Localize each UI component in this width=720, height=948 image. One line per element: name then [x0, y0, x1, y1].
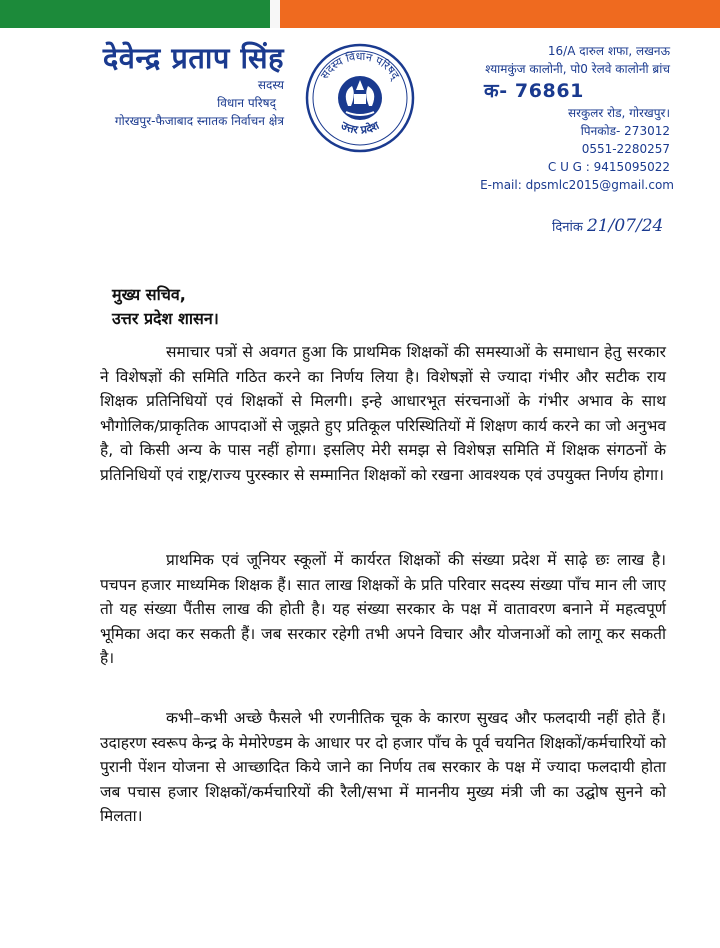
date-value: 21/07/24	[586, 216, 664, 236]
letterhead-left	[44, 40, 284, 130]
address-line-2: श्यामकुंज कालोनी, पो0 रेलवे कालोनी ब्रांच	[485, 62, 670, 76]
svg-text:उत्तर प्रदेश	[338, 118, 382, 136]
letter-date	[552, 216, 663, 236]
body-paragraph-2: प्राथमिक एवं जूनियर स्कूलों में कार्यरत शिक्षकों की संख्या प्रदेश में साढ़े छः लाख है। पचपन हजार माध्यमिक शिक्षक हैं। सात लाख शिक्षकों के प्रति परिवार सदस्य संख्या पाँच मान ली जाए तो यह संख्या पैंतीस लाख की होती है। यह संख्या सरकार के पक्ष में वातावरण बनाने में महत्वपूर्ण भूमिका अदा कर सकती हैं। जब सरकार रहेगी तभी अपने विचार और योजनाओं को लागू कर सकती है।	[100, 551, 666, 667]
seal-top-text: सदस्य विधान परिषद्	[318, 49, 402, 82]
address-line-1: 16/A दारुल शफा, लखनऊ	[547, 44, 670, 58]
phone-number: 0551-2280257	[581, 142, 670, 156]
sender-designation: सदस्य	[257, 78, 284, 92]
address-line-3: सरकुलर रोड, गोरखपुर।	[567, 106, 670, 120]
sender-council: विधान परिषद्	[217, 96, 276, 110]
pincode: पिनकोड- 273012	[580, 124, 670, 138]
sender-name: देवेन्द्र प्रताप सिंह	[102, 41, 284, 75]
reference-number: क- 76861	[484, 80, 584, 102]
body-paragraph-1: समाचार पत्रों से अवगत हुआ कि प्राथमिक शिक्षकों की समस्याओं के समाधान हेतु सरकार ने विशेषज्ञों की समिति गठित करने का निर्णय लिया है। विशेषज्ञों से ज्यादा गंभीर और सटीक राय शिक्षक प्रतिनिधियों एवं शिक्षकों से मिलगी। इन्हे आधारभूत संरचनाओं के गंभीर अभाव के साथ भौगोलिक/प्राकृतिक आपदाओं से जूझते हुए प्रतिकूल परिस्थितियों में शिक्षण कार्य करने का जो अनुभव है, वो किसी अन्य के पास नहीं होगा। इसलिए मेरी समझ से विशेषज्ञ समिति में शिक्षक संगठनों के प्रतिनिधियों एवं राष्ट्र/राज्य पुरस्कार से सम्मानित शिक्षकों को रखना आवश्यक एवं उपयुक्त निर्णय होगा।	[100, 343, 666, 484]
email-address: E-mail: dpsmlc2015@gmail.com	[480, 178, 674, 192]
header-band-white	[270, 0, 280, 28]
addressee-title: मुख्य सचिव,	[112, 285, 186, 304]
header-band-green	[0, 0, 270, 28]
body-paragraph-3: कभी–कभी अच्छे फैसले भी रणनीतिक चूक के कारण सुखद और फलदायी नहीं होते हैं। उदाहरण स्वरूप केन्द्र के मेमोरेण्डम के आधार पर दो हजार पाँच के पूर्व चयनित शिक्षकों/कर्मचारियों को पुरानी पेंशन योजना से आच्छादित किये जाने का निर्णय तब सरकार के पक्ष में ज्यादा फलदायी होता जब पचास हजार शिक्षकों/कर्मचारियों की रैली/सभा में माननीय मुख्य मंत्री जी का उद्घोष सुनने को मिलता।	[100, 709, 666, 825]
seal-bottom-text: उत्तर प्रदेश	[338, 118, 382, 137]
header-band-orange	[280, 0, 720, 28]
addressee-block	[112, 283, 219, 331]
addressee-office: उत्तर प्रदेश शासन।	[112, 309, 219, 328]
sender-constituency: गोरखपुर-फैजाबाद स्नातक निर्वाचन क्षेत्र	[114, 114, 284, 128]
letterhead-right	[400, 42, 674, 194]
cug-number: C U G : 9415095022	[547, 160, 670, 174]
date-label: दिनांक	[552, 220, 583, 235]
